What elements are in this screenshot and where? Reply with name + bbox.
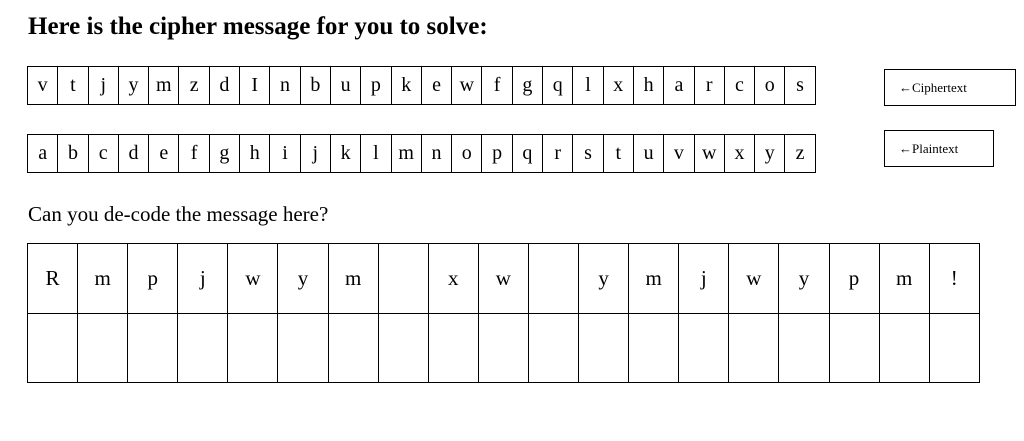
cipher-message-cell: w: [479, 244, 529, 314]
plaintext-letter-cell: c: [89, 135, 119, 172]
plaintext-letter-cell: n: [422, 135, 452, 172]
plaintext-letter-cell: z: [785, 135, 815, 172]
ciphertext-letter-cell: d: [210, 67, 240, 104]
answer-input-cell[interactable]: [880, 314, 930, 383]
cipher-message-cell: m: [329, 244, 379, 314]
ciphertext-letter-cell: e: [422, 67, 452, 104]
plaintext-letter-cell: e: [149, 135, 179, 172]
answer-input-cell[interactable]: [529, 314, 579, 383]
cipher-message-cell: j: [178, 244, 228, 314]
cipher-message-cell: [529, 244, 579, 314]
cipher-message-cell: m: [629, 244, 679, 314]
plaintext-letter-cell: b: [58, 135, 88, 172]
answer-input-cell[interactable]: [78, 314, 128, 383]
plaintext-letter-cell: a: [28, 135, 58, 172]
plaintext-letter-cell: k: [331, 135, 361, 172]
answer-input-cell[interactable]: [779, 314, 829, 383]
answer-input-cell[interactable]: [629, 314, 679, 383]
cipher-message-cell: j: [679, 244, 729, 314]
plaintext-letter-cell: o: [452, 135, 482, 172]
cipher-message-cell: m: [880, 244, 930, 314]
message-grid: [27, 243, 980, 383]
answer-input-cell[interactable]: [579, 314, 629, 383]
cipher-message-cell: R: [28, 244, 78, 314]
cipher-message-cell: w: [729, 244, 779, 314]
plaintext-label: ←Plaintext: [884, 130, 994, 167]
ciphertext-letter-cell: v: [28, 67, 58, 104]
cipher-message-cell: !: [930, 244, 980, 314]
plaintext-letter-cell: v: [664, 135, 694, 172]
cipher-message-row: [28, 244, 980, 314]
answer-input-cell[interactable]: [28, 314, 78, 383]
cipher-message-cell: y: [579, 244, 629, 314]
plaintext-letter-cell: l: [361, 135, 391, 172]
ciphertext-letter-cell: n: [270, 67, 300, 104]
plaintext-letter-cell: r: [543, 135, 573, 172]
ciphertext-letter-cell: b: [301, 67, 331, 104]
answer-input-cell[interactable]: [178, 314, 228, 383]
answer-input-cell[interactable]: [479, 314, 529, 383]
plaintext-letter-cell: i: [270, 135, 300, 172]
answer-input-cell[interactable]: [429, 314, 479, 383]
answer-input-cell[interactable]: [329, 314, 379, 383]
plaintext-letter-cell: j: [301, 135, 331, 172]
ciphertext-letter-cell: l: [573, 67, 603, 104]
ciphertext-letter-cell: g: [513, 67, 543, 104]
ciphertext-letter-cell: k: [392, 67, 422, 104]
ciphertext-letter-cell: m: [149, 67, 179, 104]
ciphertext-letter-cell: o: [755, 67, 785, 104]
answer-input-cell[interactable]: [379, 314, 429, 383]
plaintext-letter-cell: f: [179, 135, 209, 172]
plaintext-alphabet-row: [27, 134, 816, 173]
ciphertext-letter-cell: a: [664, 67, 694, 104]
ciphertext-letter-cell: z: [179, 67, 209, 104]
answer-input-cell[interactable]: [729, 314, 779, 383]
plaintext-letter-cell: t: [604, 135, 634, 172]
cipher-message-cell: m: [78, 244, 128, 314]
plaintext-letter-cell: w: [695, 135, 725, 172]
answer-input-cell[interactable]: [930, 314, 980, 383]
cipher-message-cell: w: [228, 244, 278, 314]
answer-input-cell[interactable]: [278, 314, 328, 383]
ciphertext-letter-cell: q: [543, 67, 573, 104]
cipher-message-cell: p: [830, 244, 880, 314]
ciphertext-letter-cell: y: [119, 67, 149, 104]
ciphertext-letter-cell: j: [89, 67, 119, 104]
plaintext-letter-cell: d: [119, 135, 149, 172]
plaintext-letter-cell: x: [725, 135, 755, 172]
answer-input-cell[interactable]: [128, 314, 178, 383]
ciphertext-letter-cell: I: [240, 67, 270, 104]
answer-row: [28, 314, 980, 383]
ciphertext-label: ←Ciphertext: [884, 69, 1016, 106]
cipher-message-cell: [379, 244, 429, 314]
plaintext-letter-cell: m: [392, 135, 422, 172]
plaintext-letter-cell: u: [634, 135, 664, 172]
ciphertext-letter-cell: x: [604, 67, 634, 104]
plaintext-letter-cell: p: [482, 135, 512, 172]
ciphertext-letter-cell: c: [725, 67, 755, 104]
answer-input-cell[interactable]: [228, 314, 278, 383]
plaintext-letter-cell: q: [513, 135, 543, 172]
ciphertext-letter-cell: u: [331, 67, 361, 104]
ciphertext-alphabet-row: [27, 66, 816, 105]
ciphertext-letter-cell: s: [785, 67, 815, 104]
ciphertext-letter-cell: r: [695, 67, 725, 104]
cipher-message-cell: y: [278, 244, 328, 314]
cipher-message-cell: y: [779, 244, 829, 314]
ciphertext-letter-cell: f: [482, 67, 512, 104]
decode-question: Can you de-code the message here?: [28, 202, 329, 226]
answer-input-cell[interactable]: [679, 314, 729, 383]
ciphertext-letter-cell: w: [452, 67, 482, 104]
plaintext-letter-cell: y: [755, 135, 785, 172]
page-heading: Here is the cipher message for you to solve:: [28, 13, 488, 40]
cipher-message-cell: p: [128, 244, 178, 314]
cipher-message-cell: x: [429, 244, 479, 314]
plaintext-letter-cell: s: [573, 135, 603, 172]
answer-input-cell[interactable]: [830, 314, 880, 383]
ciphertext-letter-cell: t: [58, 67, 88, 104]
ciphertext-letter-cell: p: [361, 67, 391, 104]
ciphertext-letter-cell: h: [634, 67, 664, 104]
plaintext-letter-cell: g: [210, 135, 240, 172]
plaintext-letter-cell: h: [240, 135, 270, 172]
